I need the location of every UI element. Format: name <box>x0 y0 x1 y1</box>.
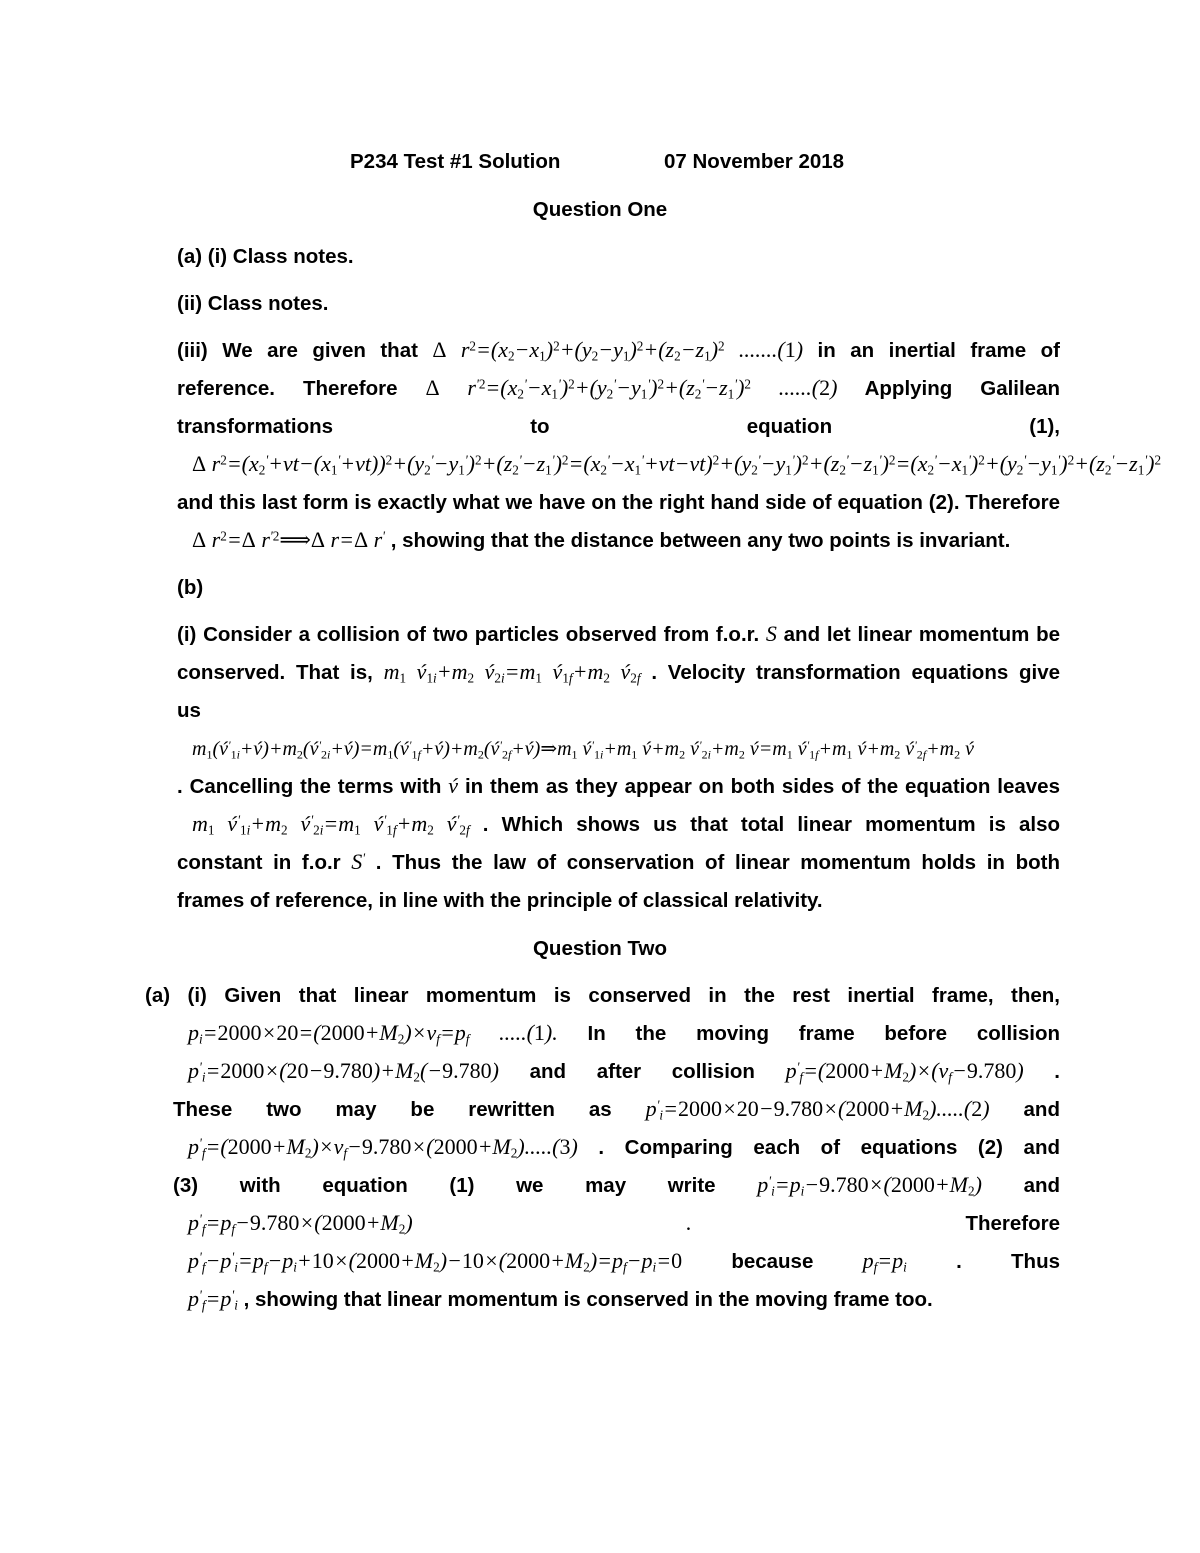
doc-line <box>177 332 1060 370</box>
doc-line <box>173 1091 1060 1129</box>
math-run: $p'_f=(2000+M_2)\times v_f-9.780\times(2000+M_2).....(3)$ <box>188 1134 578 1161</box>
doc-line <box>177 654 1060 692</box>
text-run: because <box>731 1250 814 1273</box>
math-run: S <box>765 621 777 646</box>
text-run: reference. Therefore <box>177 377 398 400</box>
document-title: P234 Test #1 Solution <box>350 150 561 173</box>
doc-line <box>173 1281 1060 1319</box>
doc-line <box>177 616 1060 654</box>
text-run: and <box>1023 1174 1061 1197</box>
doc-line <box>173 1243 1060 1281</box>
doc-line <box>173 1129 1060 1167</box>
text-run: in an inertial frame of <box>817 339 1060 362</box>
text-run: (iii) We are given that <box>177 339 418 362</box>
doc-line <box>173 1053 1060 1091</box>
question-two-heading: Question Two <box>532 937 667 960</box>
math-run: $p'_i=p_i-9.780\times(2000+M_2)$ <box>757 1172 982 1199</box>
text-run: and after collision <box>529 1060 755 1083</box>
text-run: Therefore <box>965 1212 1061 1235</box>
text-run: . Velocity transformation equations give <box>651 661 1061 684</box>
question-one-heading: Question One <box>532 198 668 221</box>
math-run: $p'_i=2000\times(20-9.780)+M_2(-9.780)$ <box>188 1058 499 1085</box>
text-run: constant in f.o.r <box>177 851 341 874</box>
math-run: $m_1(v́'_{1i}+v́)+m_2(v́'_{2i}+v́)=m_1(v́'_{1f}+v́)+m_2(v́'_{2f}+v́)\Rightarrow m_1$ $v́'_{1i}+m_1$ $v́+m_2$ $v́'_{2i}+m_2$ $v́=m_1$ $v́'_{1f}+m_1$ $v́+m_2$ $v́'_{2f}+m_2$ v́ <box>192 738 974 762</box>
math-run: $p_i=2000\times 20=(2000+M_2)\times v_f=p_f$ .....(1). <box>188 1020 558 1047</box>
math-run: Δ $r^2=\Delta$ $r^{'2}⟹\Delta$ r=Δ r' <box>192 527 385 552</box>
text-run: (3) with equation (1) we may write <box>173 1174 716 1197</box>
math-run: $p'_f=(2000+M_2)\times(v_f-9.780)$ <box>785 1058 1024 1085</box>
text-run: In the moving frame before collision <box>587 1022 1060 1045</box>
doc-line <box>173 1205 1060 1243</box>
text-run: in them as they appear on both sides of the equation leaves <box>464 775 1060 798</box>
doc-line <box>177 370 1060 408</box>
doc-line <box>177 692 1060 730</box>
doc-line <box>177 806 1060 844</box>
text-run: . Comparing each of equations (2) and <box>598 1136 1060 1159</box>
doc-line <box>177 408 1060 446</box>
math-run: $p'_f-p'_i=p_f-p_i+10\times(2000+M_2)-10\times(2000+M_2)=p_f-p_i=0$ <box>188 1248 683 1275</box>
doc-line <box>177 882 1060 920</box>
doc-line <box>145 977 1060 1015</box>
text-run: , showing that linear momentum is conserved in the moving frame too. <box>243 1288 933 1311</box>
text-run: (b) <box>177 576 204 599</box>
doc-line <box>173 1167 1060 1205</box>
text-run: (ii) Class notes. <box>177 292 329 315</box>
text-run: . Cancelling the terms with <box>177 775 442 798</box>
math-run: $m_1$ $v́'_{1i}+m_2$ $v́'_{2i}=m_1$ $v́'_{1f}+m_2$ $v́'_{2f}$ <box>192 811 470 838</box>
question-two-body <box>145 977 1061 1319</box>
doc-line <box>173 1015 1060 1053</box>
doc-line <box>177 285 1060 323</box>
text-run: and <box>1023 1098 1060 1121</box>
text-run: (a) (i) Class notes. <box>177 245 354 268</box>
text-run: . <box>1054 1060 1060 1083</box>
text-run: (a) (i) Given that linear momentum is conserved in the rest inertial frame, then, <box>145 984 1060 1007</box>
text-run: us <box>177 699 201 722</box>
math-run: v́ <box>448 773 459 798</box>
doc-line <box>177 446 1162 484</box>
doc-line <box>177 238 1060 276</box>
doc-line <box>177 730 1060 768</box>
text-run: . Thus <box>956 1250 1060 1273</box>
doc-line <box>177 768 1060 806</box>
document-date: 07 November 2018 <box>664 150 845 173</box>
math-run: $p_f=p_i$ <box>862 1248 907 1275</box>
text-run: and this last form is exactly what we have on the right hand side of equation (2). Therefore <box>177 491 1060 514</box>
math-run: $m_1$ $v́_{1i}+m_2$ $v́_{2i}=m_1$ $v́_{1f}+m_2$ $v́_{2f}$ <box>383 659 641 686</box>
text-run: and let linear momentum be <box>783 623 1061 646</box>
text-run: frames of reference, in line with the principle of classical relativity. <box>177 889 823 912</box>
math-run: S' <box>351 849 366 874</box>
math-run: $p'_i=2000\times 20-9.780\times(2000+M_2).....(2)$ <box>645 1096 990 1123</box>
math-run: Δ $r^2=(x_2-x_1)^2+(y_2-y_1)^2+(z_2-z_1)^2$ .......(1) <box>432 337 804 364</box>
doc-line <box>177 569 1060 607</box>
doc-line <box>177 484 1060 522</box>
text-run: conserved. That is, <box>177 661 373 684</box>
text-run: , showing that the distance between any two points is invariant. <box>390 529 1011 552</box>
text-run: Applying Galilean <box>864 377 1061 400</box>
doc-line <box>177 844 1060 882</box>
text-run: transformations to equation (1), <box>177 415 1060 438</box>
math-run: Δ $r^2=(x_2'+vt-(x_1'+vt))^2+(y_2'-y_1')^2+(z_2'-z_1')^2=(x_2'-x_1'+vt-vt)^2+(y_2'-y_1')^2+(z_2'-z_1')^2=(x_2'-x_1')^2+(y_2'-y_1')^2+(z_2'-z_1')^2$ <box>192 451 1162 478</box>
text-run: These two may be rewritten as <box>173 1098 612 1121</box>
doc-line <box>177 522 1060 560</box>
text-run: . Which shows us that total linear momentum is also <box>482 813 1061 836</box>
question-one-body <box>177 238 1162 920</box>
math-run: Δ $r^{'2}=(x_2'-x_1')^2+(y_2'-y_1')^2+(z_2'-z_1')^2$ ......(2) <box>425 375 838 402</box>
math-run: $p'_f=p'_i$ <box>188 1286 238 1313</box>
text-run: . Thus the law of conservation of linear momentum holds in both <box>375 851 1060 874</box>
document-header <box>0 143 1200 181</box>
math-run: $p'_f=p_f-9.780\times(2000+M_2)$ . <box>188 1210 692 1237</box>
text-run: (i) Consider a collision of two particles observed from f.o.r. <box>177 623 760 646</box>
